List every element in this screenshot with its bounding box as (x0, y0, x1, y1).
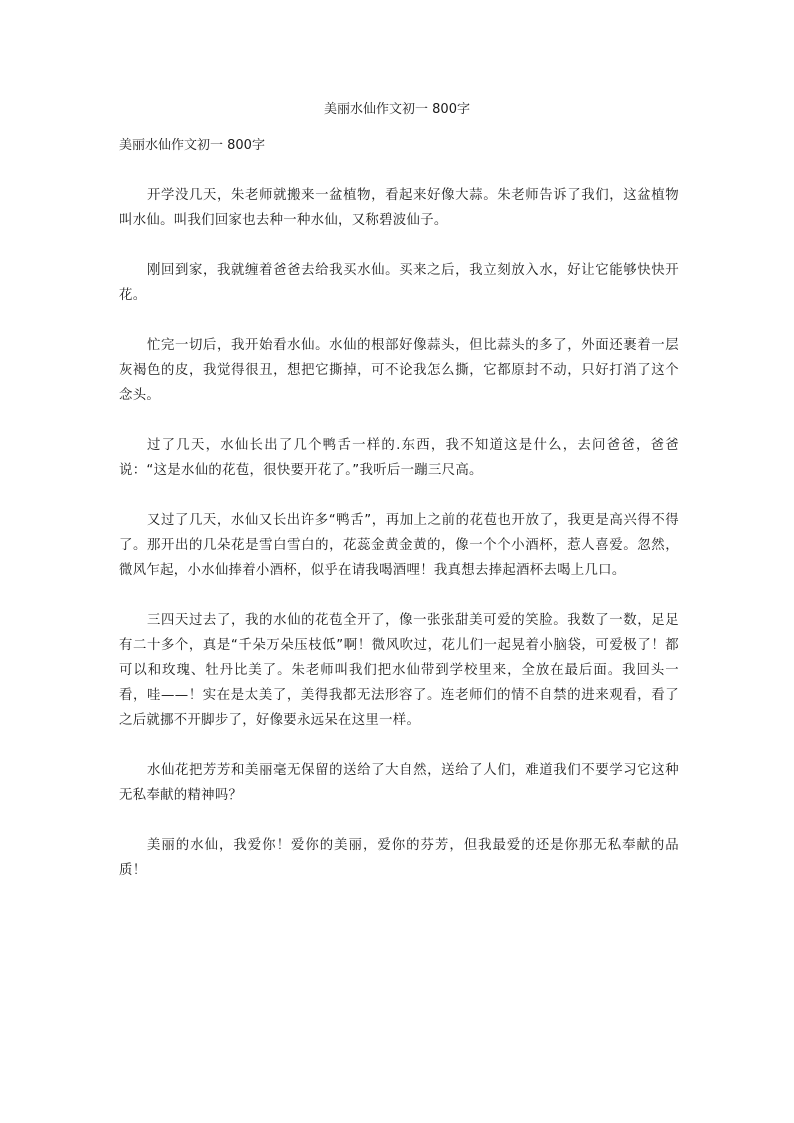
document-subtitle: 美丽水仙作文初一 800字 (119, 138, 265, 153)
paragraph-5: 又过了几天，水仙又长出许多“鸭舌”，再加上之前的花苞也开放了，我更是高兴得不得了。那开出的几朵花是雪白雪白的，花蕊金黄金黄的，像一个个小酒杯，惹人喜爱。忽然，微风乍起，小水仙捧着小酒杯，似乎在请我喝酒哩！我真想去捧起酒杯去喝上几口。 (119, 513, 679, 578)
paragraph-4: 过了几天，水仙长出了几个鸭舌一样的.东西，我不知道这是什么，去问爸爸，爸爸说：“这是水仙的花苞，很快要开花了。”我听后一蹦三尺高。 (119, 438, 679, 478)
paragraph-8: 美丽的水仙，我爱你！爱你的美丽，爱你的芬芳，但我最爱的还是你那无私奉献的品质！ (119, 838, 679, 878)
paragraph-3: 忙完一切后，我开始看水仙。水仙的根部好像蒜头，但比蒜头的多了，外面还裹着一层灰褐色的皮，我觉得很丑，想把它撕掉，可不论我怎么撕，它都原封不动，只好打消了这个念头。 (119, 338, 679, 403)
paragraph-1: 开学没几天，朱老师就搬来一盆植物，看起来好像大蒜。朱老师告诉了我们，这盆植物叫水仙。叫我们回家也去种一种水仙，又称碧波仙子。 (119, 188, 679, 228)
paragraph-2: 刚回到家，我就缠着爸爸去给我买水仙。买来之后，我立刻放入水，好让它能够快快开花。 (119, 263, 679, 303)
paragraph-7: 水仙花把芳芳和美丽毫无保留的送给了大自然，送给了人们，难道我们不要学习它这种无私奉献的精神吗？ (119, 763, 679, 803)
essay-body (119, 183, 679, 908)
page-title: 美丽水仙作文初一 800字 (324, 102, 470, 117)
paragraph-6: 三四天过去了，我的水仙的花苞全开了，像一张张甜美可爱的笑脸。我数了一数，足足有二十多个，真是“千朵万朵压枝低”啊！微风吹过，花儿们一起晃着小脑袋，可爱极了！都可以和玫瑰、牡丹比美了。朱老师叫我们把水仙带到学校里来，全放在最后面。我回头一看，哇——！实在是太美了，美得我都无法形容了。连老师们的情不自禁的进来观看，看了之后就挪不开脚步了，好像要永远呆在这里一样。 (119, 613, 679, 728)
